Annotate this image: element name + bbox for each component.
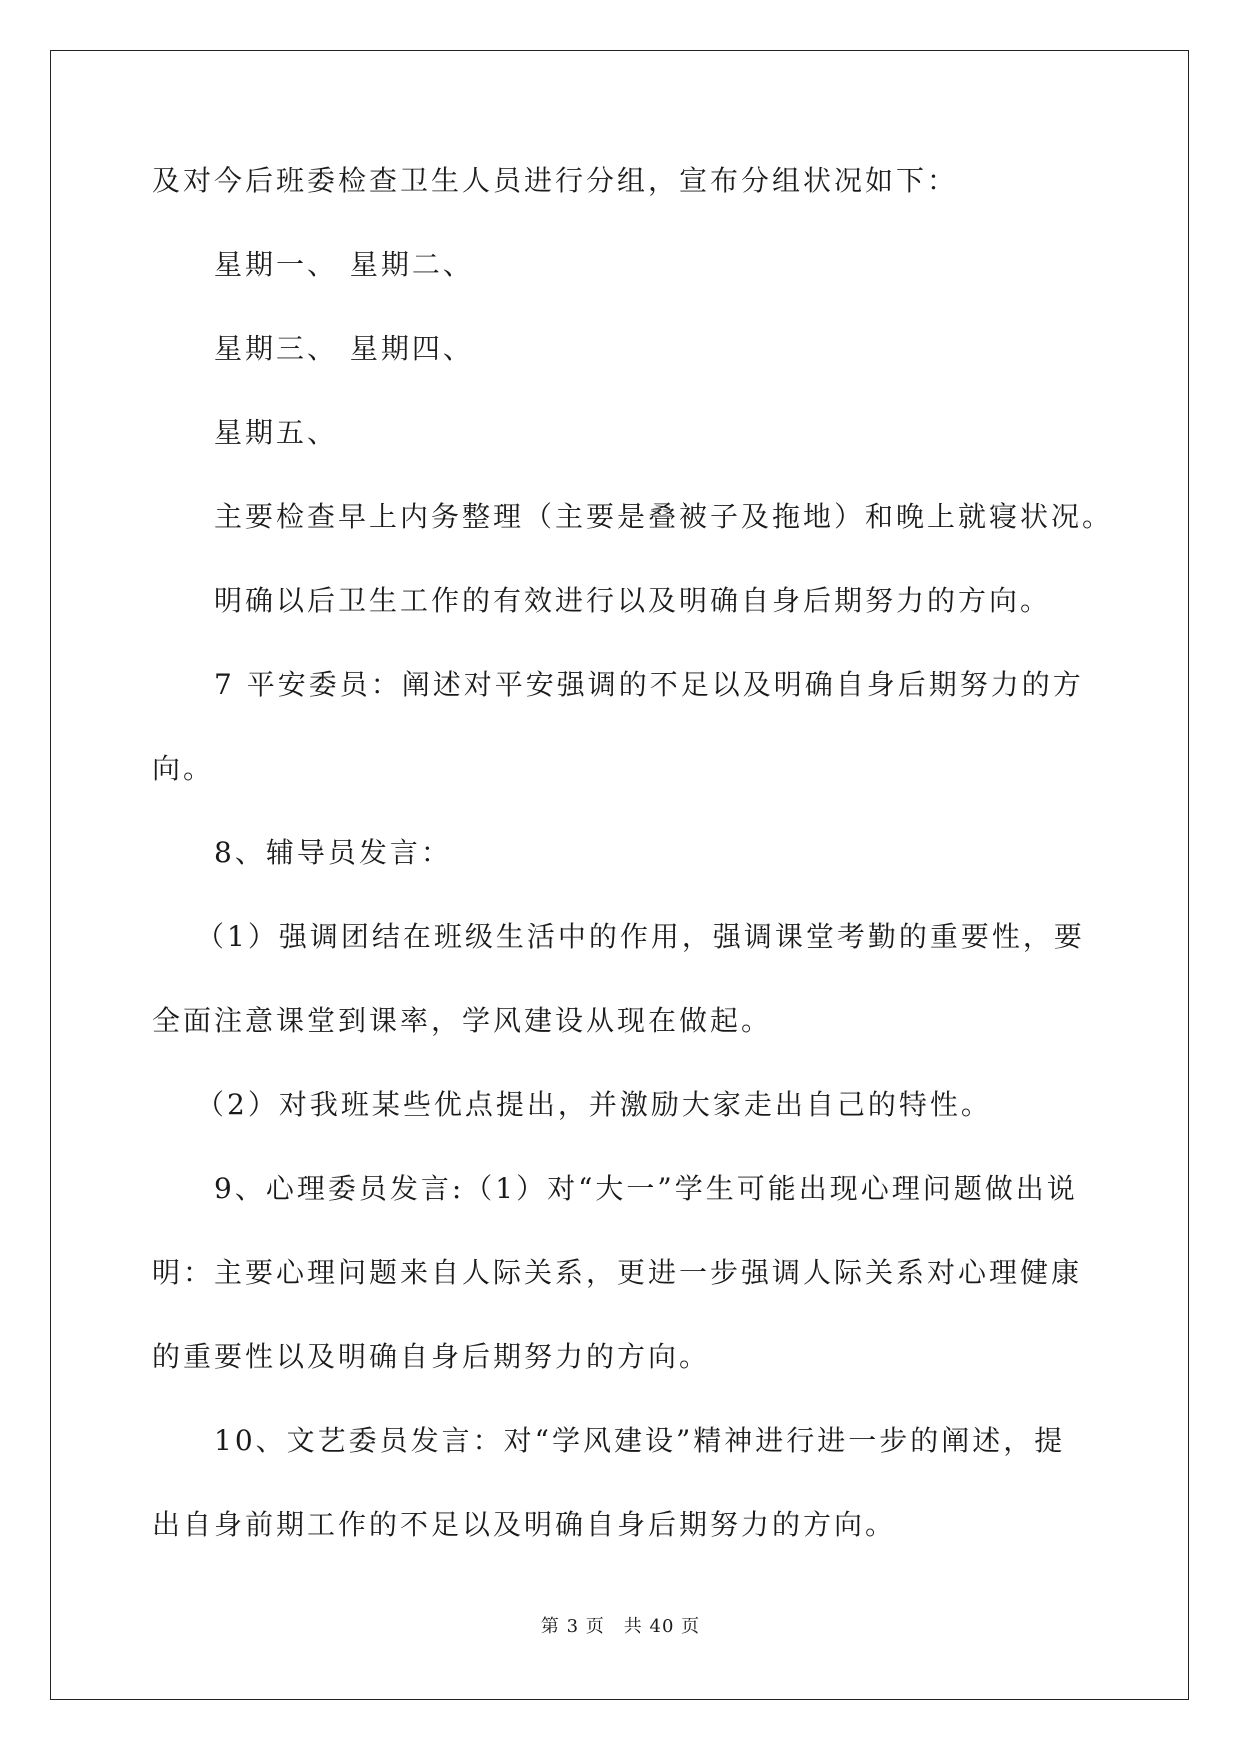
text-line: 的重要性以及明确自身后期努力的方向。 <box>152 1340 711 1373</box>
text-line: 8、辅导员发言： <box>214 836 452 869</box>
text-line: （2）对我班某些优点提出，并激励大家走出自己的特性。 <box>196 1088 992 1121</box>
text-line: 星期一、 星期二、 <box>214 248 474 281</box>
document-body <box>152 164 1114 1592</box>
text-line: （1）强调团结在班级生活中的作用，强调课堂考勤的重要性，要 <box>196 920 1085 953</box>
text-line: 10、文艺委员发言：对“学风建设”精神进行进一步的阐述，提 <box>214 1424 1066 1457</box>
text-line: 全面注意课堂到课率，学风建设从现在做起。 <box>152 1004 773 1037</box>
page-number: 第 3 页 共 40 页 <box>540 1616 701 1637</box>
text-line: 向。 <box>152 752 215 785</box>
text-line: 9、心理委员发言:（1）对“大一”学生可能出现心理问题做出说 <box>214 1172 1078 1205</box>
text-line: 明：主要心理问题来自人际关系，更进一步强调人际关系对心理健康 <box>152 1256 1083 1289</box>
text-line: 7 平安委员：阐述对平安强调的不足以及明确自身后期努力的方 <box>214 668 1084 701</box>
text-line: 明确以后卫生工作的有效进行以及明确自身后期努力的方向。 <box>214 584 1052 617</box>
text-line: 出自身前期工作的不足以及明确自身后期努力的方向。 <box>152 1508 897 1541</box>
text-line: 星期五、 <box>214 416 339 449</box>
text-line: 及对今后班委检查卫生人员进行分组，宣布分组状况如下： <box>152 164 959 197</box>
text-line: 星期三、 星期四、 <box>214 332 474 365</box>
text-line: 主要检查早上内务整理（主要是叠被子及拖地）和晚上就寝状况。 <box>214 500 1114 533</box>
